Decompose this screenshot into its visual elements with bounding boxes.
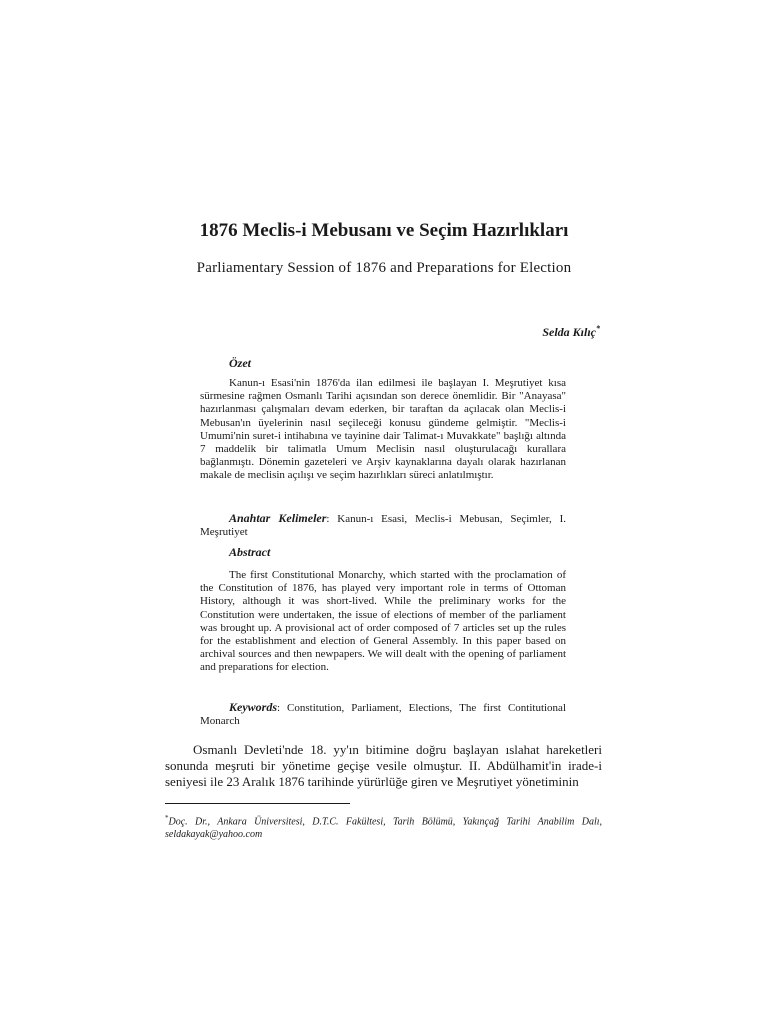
author-line (542, 324, 600, 340)
paper-title: 1876 Meclis-i Mebusanı ve Seçim Hazırlıkları (199, 220, 569, 241)
anahtar-kelimeler (200, 512, 566, 539)
author-name: Selda Kılıç (542, 325, 596, 339)
anahtar-kelimeler-text: : Kanun-ı Esasi, Meclis-i Mebusan, Seçimler, I. Meşrutiyet (200, 513, 567, 539)
footnote-divider (165, 803, 350, 804)
abstract-heading: Abstract (229, 545, 271, 559)
body-paragraph: Osmanlı Devleti'nde 18. yy'ın bitimine doğru başlayan ıslahat hareketleri sonunda meşruti bir yönetime geçişe vesile olmuştur. II. Abdülhamit'in irade-i seniyesi ile 23 Aralık 1876 tarihinde yürürlüğe giren ve Meşrutiyet yönetiminin (165, 742, 602, 789)
footnote (165, 812, 602, 841)
abstract-paragraph: The first Constitutional Monarchy, which started with the proclamation of the Constitution of 1876, has played very important role in terms of Ottoman History, although it was short-lived. While the preliminary works for the Constitution were undertaken, the issue of elections of member of the parliament was brought up. A provisional act of order composed of 7 articles set up the rules for the establishment and election of General Assembly. In this paper based on archival sources and then newpapers. We will dealt with the opening of parliament and preparations for election. (200, 569, 566, 674)
paper-subtitle: Parliamentary Session of 1876 and Preparations for Election (196, 260, 572, 276)
footnote-mark: * (165, 814, 169, 822)
ozet-heading: Özet (229, 356, 251, 370)
keywords-text: : Constitution, Parliament, Elections, The first Contitutional Monarch (200, 702, 566, 728)
footnote-text: Doç. Dr., Ankara Üniversitesi, D.T.C. Fakültesi, Tarih Bölümü, Yakınçağ Tarihi Anabilim Dalı, seldakayak@yahoo.com (165, 816, 602, 841)
keywords-label: Keywords (229, 700, 277, 714)
keywords (200, 701, 566, 728)
ozet-paragraph: Kanun-ı Esasi'nin 1876'da ilan edilmesi ile başlayan I. Meşrutiyet kısa sürmesine rağmen Osmanlı Tarihi açısından son derece önemlidir. Bir "Anayasa" hazırlanması çalışmaları devam ederken, bir taraftan da açılacak olan Meclis-i Mebusan'ın üyelerinin nasıl seçileceği konusu gündeme gelmiştir. "Meclis-i Umumi'nin suret-i intihabına ve tayinine dair Talimat-ı Muvakkate" başlığı altında 7 maddelik bir talimatla Umum Meclisin nasıl oluşturulacağı kurallara bağlanmıştı. Dönemin gazeteleri ve Arşiv kaynaklarına dayalı olarak hazırlanan makale de meclisin açılışı ve seçim hazırlıkları süreci anlatılmıştır. (200, 377, 566, 482)
author-footnote-mark: * (596, 324, 600, 333)
anahtar-kelimeler-label: Anahtar Kelimeler (229, 511, 327, 525)
